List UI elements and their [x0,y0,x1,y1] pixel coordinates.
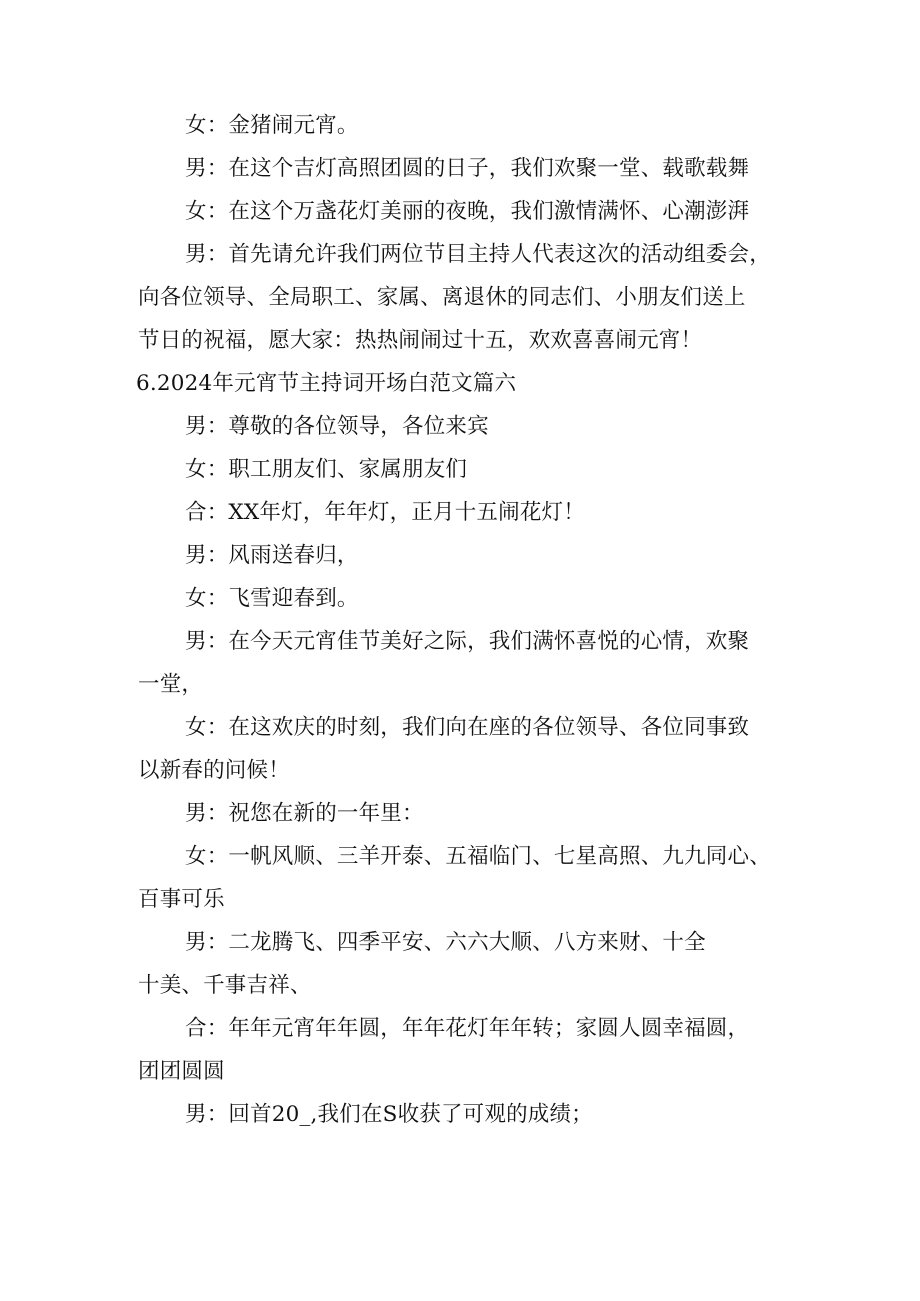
paragraph-line: 合：年年元宵年年圆，年年花灯年年转；家圆人圆幸福圆， [185,1016,750,1041]
paragraph-line: 一堂， [138,672,204,697]
paragraph-line: 以新春的问候！ [138,758,290,783]
paragraph-line: 女：在这欢庆的时刻，我们向在座的各位领导、各位同事致 [185,715,750,740]
paragraph-line: 男：回首20_,我们在S收获了可观的成绩； [185,1102,593,1127]
paragraph-line: 向各位领导、全局职工、家属、离退休的同志们、小朋友们送上 [138,285,746,310]
paragraph-line: 女：职工朋友们、家属朋友们 [185,457,468,482]
paragraph-line: 女：一帆风顺、三羊开泰、五福临门、七星高照、九九同心、 [185,844,771,869]
paragraph-line: 合：XX年灯，年年灯，正月十五闹花灯！ [185,500,585,525]
paragraph-line: 女：在这个万盏花灯美丽的夜晚，我们激情满怀、心潮澎湃 [185,199,750,224]
paragraph-line: 男：风雨送春归， [185,543,359,568]
paragraph-line: 女：飞雪迎春到。 [185,586,359,611]
paragraph-line: 女：金猪闹元宵。 [185,113,359,138]
document-body [138,104,798,1136]
paragraph-line: 男：首先请允许我们两位节目主持人代表这次的活动组委会， [185,242,771,267]
paragraph-line: 男：祝您在新的一年里： [185,801,424,826]
paragraph-line: 男：尊敬的各位领导，各位来宾 [185,414,489,439]
paragraph-line: 男：在今天元宵佳节美好之际，我们满怀喜悦的心情，欢聚 [185,629,750,654]
paragraph-line: 节日的祝福，愿大家：热热闹闹过十五，欢欢喜喜闹元宵！ [138,328,703,353]
paragraph-line: 男：二龙腾飞、四季平安、六六大顺、八方来财、十全 [185,930,706,955]
paragraph-line: 男：在这个吉灯高照团圆的日子，我们欢聚一堂、载歌载舞 [185,156,750,181]
paragraph-line: 十美、千事吉祥、 [138,973,312,998]
paragraph-line: 百事可乐 [138,887,225,912]
section-heading: 6.2024年元宵节主持词开场白范文篇六 [136,371,517,396]
paragraph-line: 团团圆圆 [138,1059,225,1084]
